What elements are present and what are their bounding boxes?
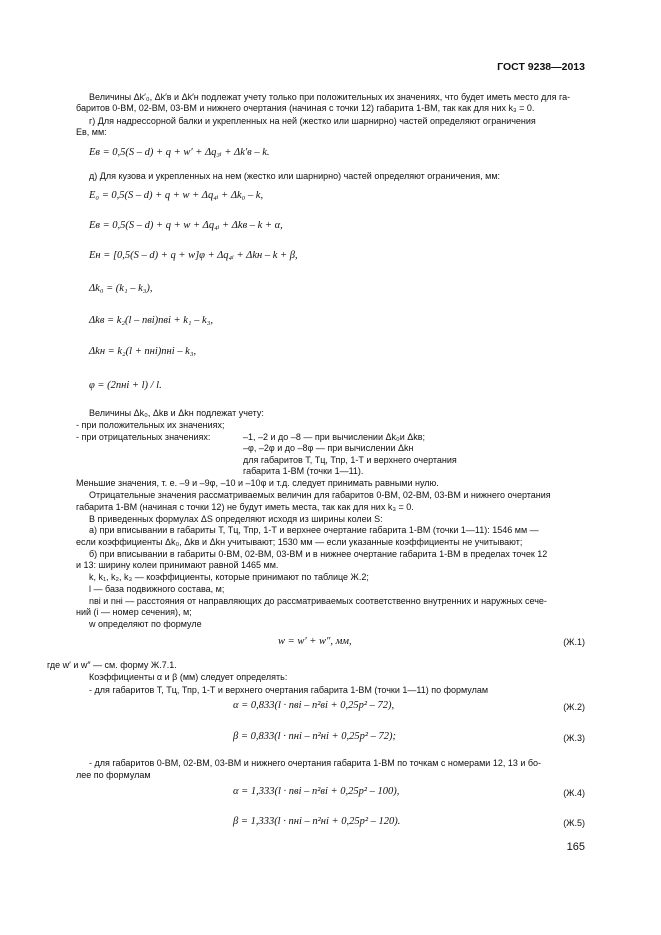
equation-number: (Ж.3): [563, 733, 585, 743]
equation-number: (Ж.2): [563, 702, 585, 712]
text-line: - для габаритов Т, Тц, Тпр, 1-Т и верхнего очертания габарита 1-ВМ (точки 1—11) по формулам: [89, 685, 489, 695]
formula: Eн = [0,5(S – d) + q + w]φ + Δq₄ᵢ + Δkн – k + β,: [89, 250, 298, 261]
text-line: - при отрицательных значениях:: [76, 432, 211, 442]
text-line: –φ, –2φ и до –8φ — при вычислении Δkн: [243, 443, 414, 453]
text-line: Коэффициенты α и β (мм) следует определять:: [89, 672, 288, 682]
text-line: –1, –2 и до –8 — при вычислении Δk₀и Δkв;: [243, 432, 426, 442]
text-line: а) при вписывании в габариты Т, Тц, Тпр, 1-Т и верхнее очертание габарита 1-ВМ (точки 1—11): 1546 мм —: [89, 525, 539, 535]
text-line: где w′ и w″ — см. форму Ж.7.1.: [47, 660, 177, 670]
text-line: Eв, мм:: [76, 127, 107, 137]
text-line: и 13: ширину колеи принимают равной 1465 мм.: [76, 560, 279, 570]
formula: φ = (2nнi + l) / l.: [89, 380, 162, 391]
text-line: nвi и nнi — расстояния от направляющих до рассматриваемых соответственно внутренних и наружных сече-: [89, 596, 547, 606]
formula: β = 1,333(l · nнi – n²нi + 0,25p² – 120).: [233, 816, 401, 827]
text-line: лее по формулам: [76, 770, 151, 780]
formula: α = 0,833(l · nвi – n²вi + 0,25p² – 72),: [233, 700, 395, 711]
text-line: - для габаритов 0-ВМ, 02-ВМ, 03-ВМ и нижнего очертания габарита 1-ВМ по точкам с номерами 12, 13 и бо-: [89, 758, 542, 768]
formula: Δkн = k₂(l + nнi)nнi – k₃,: [89, 346, 197, 357]
text-line: В приведенных формулах ΔS определяют исходя из ширины колеи S:: [89, 514, 383, 524]
formula: β = 0,833(l · nнi – n²нi + 0,25p² – 72);: [233, 731, 396, 742]
text-line: l — база подвижного состава, м;: [89, 584, 225, 594]
document-header: ГОСТ 9238—2013: [497, 61, 585, 73]
formula: Δkв = k₂(l – nвi)nвi + k₁ – k₃,: [89, 315, 213, 326]
equation-number: (Ж.5): [563, 818, 585, 828]
text-line: г) Для надрессорной балки и укрепленных на ней (жестко или шарнирно) частей определяют ограничения: [89, 116, 536, 126]
formula: α = 1,333(l · nвi – n²вi + 0,25p² – 100),: [233, 786, 400, 797]
formula: Δk₀ = (k₁ – k₃),: [89, 283, 153, 294]
text-line: габарита 1-ВМ (точки 1—11).: [243, 466, 364, 476]
text-line: Отрицательные значения рассматриваемых величин для габаритов 0-ВМ, 02-ВМ, 03-ВМ и нижнего очертания: [89, 490, 551, 500]
text-line: ний (i — номер сечения), м;: [76, 607, 192, 617]
text-line: Меньшие значения, т. е. –9 и –9φ, –10 и –10φ и т.д. следует принимать равными нулю.: [76, 478, 439, 488]
text-line: для габаритов Т, Тц, Тпр, 1-Т и верхнего очертания: [243, 455, 457, 465]
text-line: габарита 1-ВМ (начиная с точки 12) не будут иметь места, так как для них k₃ = 0.: [76, 502, 414, 512]
text-line: Величины Δk′₀, Δk′в и Δk′н подлежат учету только при положительных их значениях, что будет иметь место для га-: [89, 92, 571, 102]
formula: Eв = 0,5(S – d) + q + w + Δq₄ᵢ + Δkв – k + α,: [89, 220, 283, 231]
formula: w = w′ + w″, мм,: [278, 636, 352, 647]
text-line: - при положительных их значениях;: [76, 420, 225, 430]
page-number: 165: [566, 841, 585, 853]
text-line: б) при вписывании в габариты 0-ВМ, 02-ВМ, 03-ВМ и в нижнее очертание габарита 1-ВМ в пределах точек 12: [89, 549, 548, 559]
formula: Eв = 0,5(S – d) + q + w′ + Δq₃ᵢ + Δk′в – k.: [89, 147, 270, 158]
text-line: Величины Δk₀, Δkв и Δkн подлежат учету:: [89, 408, 264, 418]
text-line: k, k₁, k₂, k₃ — коэффициенты, которые принимают по таблице Ж.2;: [89, 572, 369, 582]
formula: E₀ = 0,5(S – d) + q + w + Δq₄ᵢ + Δk₀ – k,: [89, 190, 264, 201]
text-line: баритов 0-ВМ, 02-ВМ, 03-ВМ и нижнего очертания (начиная с точки 12) габарита 1-ВМ, так как для них k₃ = 0.: [76, 103, 535, 113]
equation-number: (Ж.1): [563, 637, 585, 647]
equation-number: (Ж.4): [563, 788, 585, 798]
text-line: если коэффициенты Δk₀, Δkв и Δkн учитывают; 1530 мм — если указанные коэффициенты не учитывают;: [76, 537, 523, 547]
text-line: w определяют по формуле: [89, 619, 202, 629]
text-line: д) Для кузова и укрепленных на нем (жестко или шарнирно) частей определяют ограничения, мм:: [89, 171, 501, 181]
